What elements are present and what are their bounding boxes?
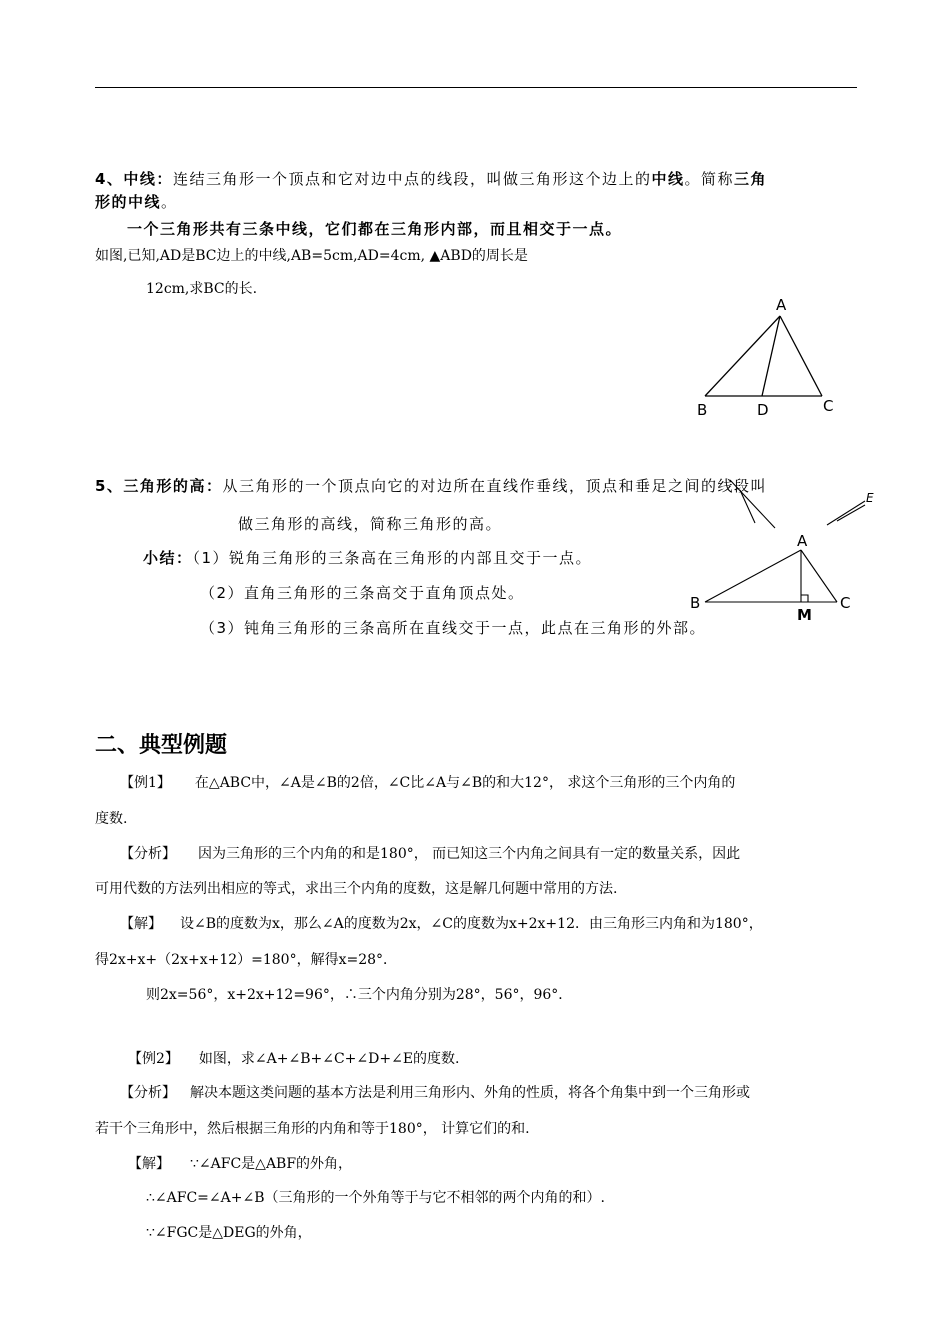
vertex-b-label: B	[690, 594, 701, 612]
ex2-analysis-line1: 【分析】 解决本题这类问题的基本方法是利用三角形内、外角的性质，将各个角集中到一个三角形或	[120, 1085, 750, 1101]
median-ad	[762, 316, 780, 396]
median-fact: 一个三角形共有三条中线，它们都在三角形内部，而且相交于一点。	[127, 220, 623, 238]
ex1-question-line2: 度数.	[95, 811, 128, 827]
vertex-c-label: C	[823, 397, 834, 415]
right-angle-mark	[801, 595, 808, 602]
median-figure	[690, 292, 840, 422]
ex1-question-line1: 【例1】 在△ABC中，∠A是∠B的2倍，∠C比∠A与∠B的和大12°， 求这个三角形的三个内角的	[120, 775, 736, 791]
point-e-label: E	[866, 491, 874, 505]
median-definition-line1: 4、中线：连结三角形一个顶点和它对边中点的线段，叫做三角形这个边上的中线。简称三角	[95, 170, 767, 188]
altitude-definition-line2: 做三角形的高线，简称三角形的高。	[238, 515, 503, 533]
ex1-solution-line2: 得2x+x+（2x+x+12）=180°，解得x=28°．	[95, 952, 398, 968]
stroke-4	[837, 505, 865, 521]
altitude-definition-line1: 5、三角形的高：从三角形的一个顶点向它的对边所在直线作垂线，顶点和垂足之间的线段叫	[95, 477, 767, 495]
vertex-b-label: B	[697, 401, 708, 419]
summary-item-2: （2）直角三角形的三条高交于直角顶点处。	[200, 584, 525, 602]
stroke-3	[827, 501, 865, 525]
foot-m-label: M	[797, 606, 812, 624]
vertex-a-label: A	[797, 532, 808, 550]
ex2-solution-line1: 【解】 ∵∠AFC是△ABF的外角，	[128, 1156, 353, 1172]
vertex-c-label: C	[840, 594, 851, 612]
side-ab	[705, 550, 801, 602]
ex1-analysis-line1: 【分析】 因为三角形的三个内角的和是180°， 而已知这三个内角之间具有一定的数量关系，因此	[120, 846, 741, 862]
ex1-analysis-line2: 可用代数的方法列出相应的等式，求出三个内角的度数，这是解几何题中常用的方法.	[95, 881, 618, 897]
side-ac	[801, 550, 837, 602]
ex1-solution-line1: 【解】 设∠B的度数为x，那么∠A的度数为2x，∠C的度数为x+2x+12．由三角形三内角和为180°，	[120, 916, 763, 932]
side-ac	[780, 316, 822, 396]
side-ab	[705, 316, 780, 396]
section-title: 二、典型例题	[95, 733, 228, 758]
median-definition-line2: 形的中线。	[95, 193, 178, 211]
ex2-question: 【例2】 如图，求∠A+∠B+∠C+∠D+∠E的度数.	[128, 1051, 460, 1067]
summary-item-1: 小结：（1）锐角三角形的三条高在三角形的内部且交于一点。	[143, 549, 593, 567]
ex2-analysis-line2: 若干个三角形中，然后根据三角形的内角和等于180°， 计算它们的和.	[95, 1121, 530, 1137]
ex1-solution-line3: 则2x=56°，x+2x+12=96°，∴三个内角分别为28°，56°，96°．	[146, 987, 573, 1003]
point-d-label: D	[757, 401, 769, 419]
median-problem-line1: 如图,已知,AD是BC边上的中线,AB=5cm,AD=4cm, ▲ABD的周长是	[95, 248, 528, 264]
median-problem-line2: 12cm,求BC的长.	[146, 281, 258, 297]
summary-item-3: （3）钝角三角形的三条高所在直线交于一点，此点在三角形的外部。	[200, 619, 707, 637]
ex2-solution-line3: ∵∠FGC是△DEG的外角，	[146, 1225, 312, 1241]
header-rule	[95, 87, 857, 88]
vertex-a-label: A	[776, 296, 787, 314]
ex2-solution-line2: ∴∠AFC=∠A+∠B（三角形的一个外角等于与它不相邻的两个内角的和）.	[146, 1190, 605, 1206]
